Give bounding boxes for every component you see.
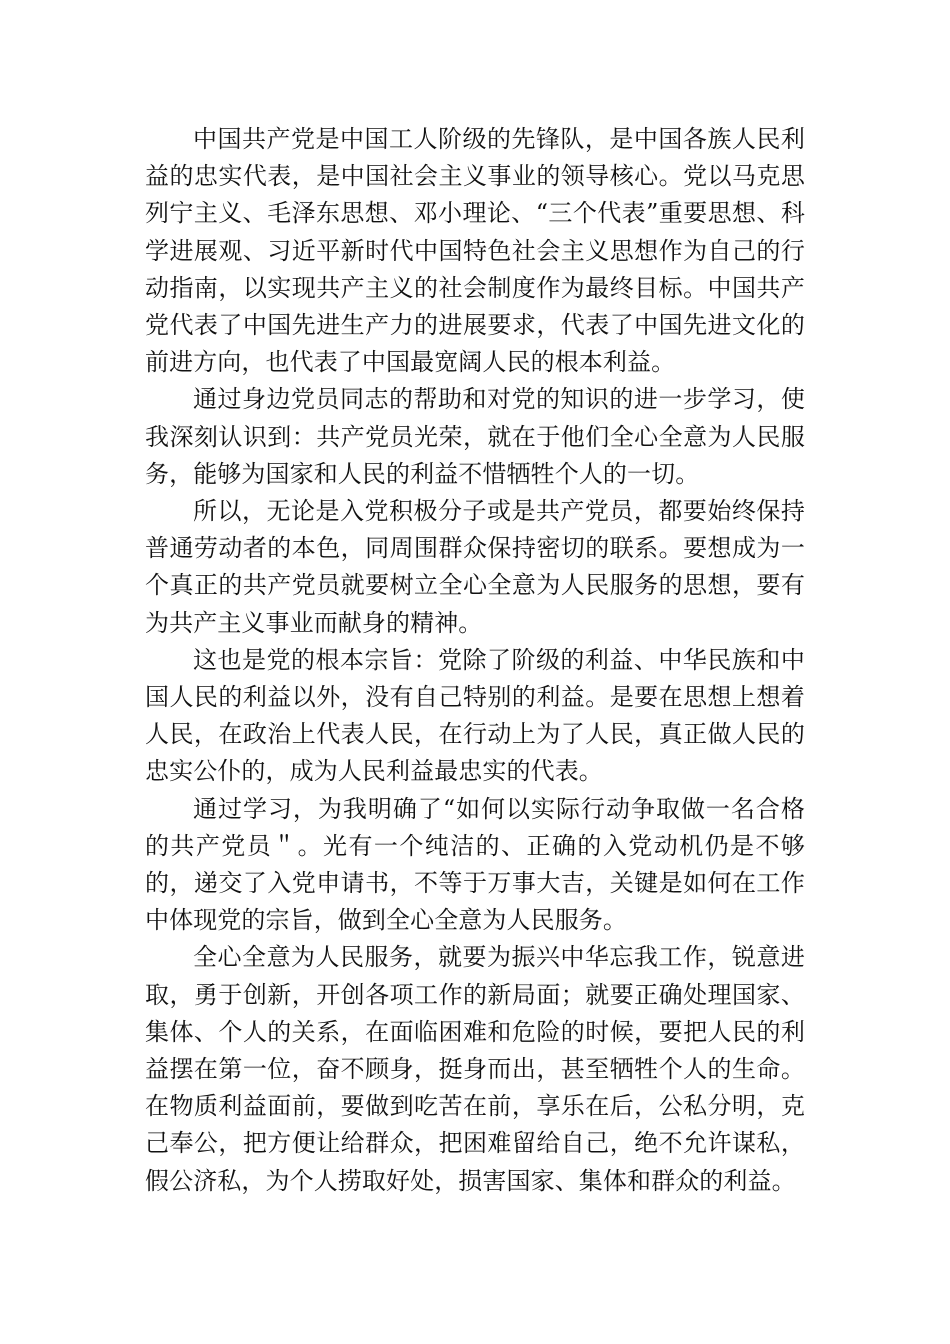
paragraph-6: 全心全意为人民服务，就要为振兴中华忘我工作，锐意进取，勇于创新，开创各项工作的新局面；就要正确处理国家、集体、个人的关系，在面临困难和危险的时候，要把人民的利益摆在第一位，奋不顾身，挺身而出，甚至牺牲个人的生命。在物质利益面前，要做到吃苦在前，享乐在后，公私分明，克己奉公，把方便让给群众，把困难留给自己，绝不允许谋私，假公济私，为个人捞取好处，损害国家、集体和群众的利益。 bbox=[145, 943, 805, 1195]
paragraph-2: 通过身边党员同志的帮助和对党的知识的进一步学习，使我深刻认识到：共产党员光荣，就在于他们全心全意为人民服务，能够为国家和人民的利益不惜牺牲个人的一切。 bbox=[145, 385, 805, 488]
paragraph-3: 所以，无论是入党积极分子或是共产党员，都要始终保持普通劳动者的本色，同周围群众保持密切的联系。要想成为一个真正的共产党员就要树立全心全意为人民服务的思想，要有为共产主义事业而献身的精神。 bbox=[145, 497, 805, 637]
paragraph-1: 中国共产党是中国工人阶级的先锋队，是中国各族人民利益的忠实代表，是中国社会主义事业的领导核心。党以马克思列宁主义、毛泽东思想、邓小理论、“三个代表”重要思想、科学进展观、习近平新时代中国特色社会主义思想作为自己的行动指南，以实现共产主义的社会制度作为最终目标。中国共产党代表了中国先进生产力的进展要求，代表了中国先进文化的前进方向，也代表了中国最宽阔人民的根本利益。 bbox=[145, 125, 805, 377]
paragraph-4: 这也是党的根本宗旨：党除了阶级的利益、中华民族和中国人民的利益以外，没有自己特别的利益。是要在思想上想着人民，在政治上代表人民，在行动上为了人民，真正做人民的忠实公仆的，成为人民利益最忠实的代表。 bbox=[145, 645, 805, 786]
document-body bbox=[145, 121, 805, 1200]
paragraph-5: 通过学习，为我明确了“如何以实际行动争取做一名合格的共产党员＂。光有一个纯洁的、正确的入党动机仍是不够的，递交了入党申请书，不等于万事大吉，关键是如何在工作中体现党的宗旨，做到全心全意为人民服务。 bbox=[145, 794, 805, 935]
